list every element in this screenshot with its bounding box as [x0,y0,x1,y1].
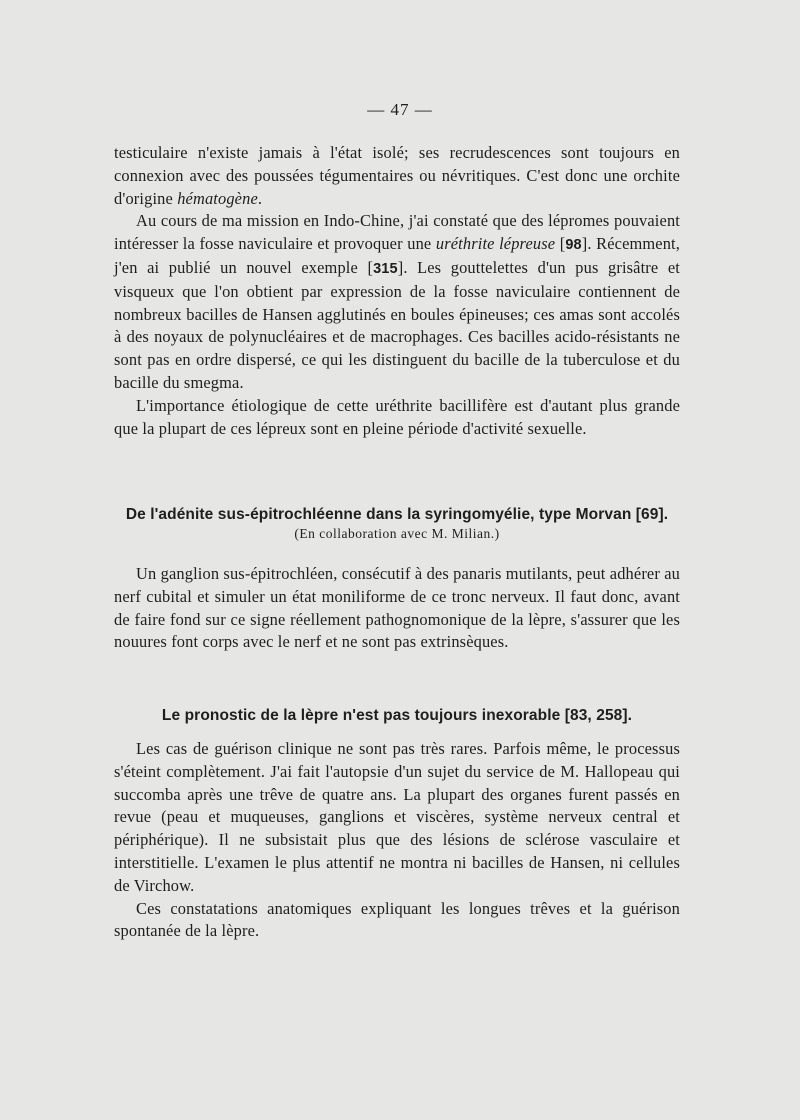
section-subheading-collaboration: (En collaboration avec M. Milian.) [294,526,500,541]
paragraph-1 [114,142,680,210]
para1-text-a: testiculaire n'existe jamais à l'état isolé; ses recrudescences sont toujours en connexion avec des poussées tégumentaires ou névritiques. C'est donc une orchite d'origine [114,143,680,208]
reference-98: 98 [565,237,582,254]
para3-text: L'importance étiologique de cette uréthrite bacillifère est d'autant plus grande que la plupart de ces lépreux sont en pleine période d'activité sexuelle. [114,395,680,438]
para2-text-d: ]. Les gouttelettes d'un pus grisâtre et visqueux que l'on obtient par expression de la fosse naviculaire contiennent de nombreux bacilles de Hansen agglutinés en boules épineuses; ces amas sont accolés à des noyaux de polynucléaires et de macrophages. Ces bacilles acido-résistants ne sont pas en ordre dispersé, ce qui les distinguent du bacille de la tuberculose et du bacille du smegma. [114,257,680,392]
para1-text-b: . [257,188,263,208]
section-heading-pronostic: Le pronostic de la lèpre n'est pas toujours inexorable [83, 258]. [161,707,633,724]
para2-text-a: Au cours de ma mission en Indo-Chine, j'ai constaté que des lépromes pouvaient intéresser la fosse naviculaire et provoquer une [114,211,680,254]
para2-text-c: ]. Récemment, j'en ai publié un nouvel exemple [ [114,234,681,277]
page-number: — 47 — [367,100,433,119]
section-heading-adenite: De l'adénite sus-épitrochléenne dans la syringomyélie, type Morvan [69]. [125,506,669,523]
para1-italic: hématogène [177,188,258,208]
section-adenite-paragraph: Un ganglion sus-épitrochléen, consécutif à des panaris mutilants, peut adhérer au nerf cubital et simuler un état moniliforme de ce tronc nerveux. Il faut donc, avant de faire fond sur ce signe réellement pathognomonique de la lèpre, s'assurer que les nouures font corps avec le nerf et ne sont pas extrinsèques. [114,564,680,652]
para2-italic: uréthrite lépreuse [435,234,556,254]
para2-text-b: [ [555,234,566,254]
paragraph-2 [114,210,680,394]
reference-315: 315 [373,260,398,277]
paragraph-3 [114,395,680,441]
section-pronostic [114,707,680,943]
section-adenite [114,506,680,654]
intro-text [114,142,680,440]
section-pronostic-paragraph-2: Ces constatations anatomiques expliquant les longues trêves et la guérison spontanée de la lèpre. [114,898,680,941]
section-pronostic-paragraph-1: Les cas de guérison clinique ne sont pas très rares. Parfois même, le processus s'éteint complètement. J'ai fait l'autopsie d'un sujet du service de M. Hallopeau qui succomba après une trêve de quatre ans. La plupart des organes furent passés en revue (peau et muqueuses, ganglions et viscères, système nerveux central et périphérique). Il ne subsistait plus que des lésions de sclérose vasculaire et interstitielle. L'examen le plus attentif ne montra ni bacilles de Hansen, ni cellules de Virchow. [114,739,680,895]
